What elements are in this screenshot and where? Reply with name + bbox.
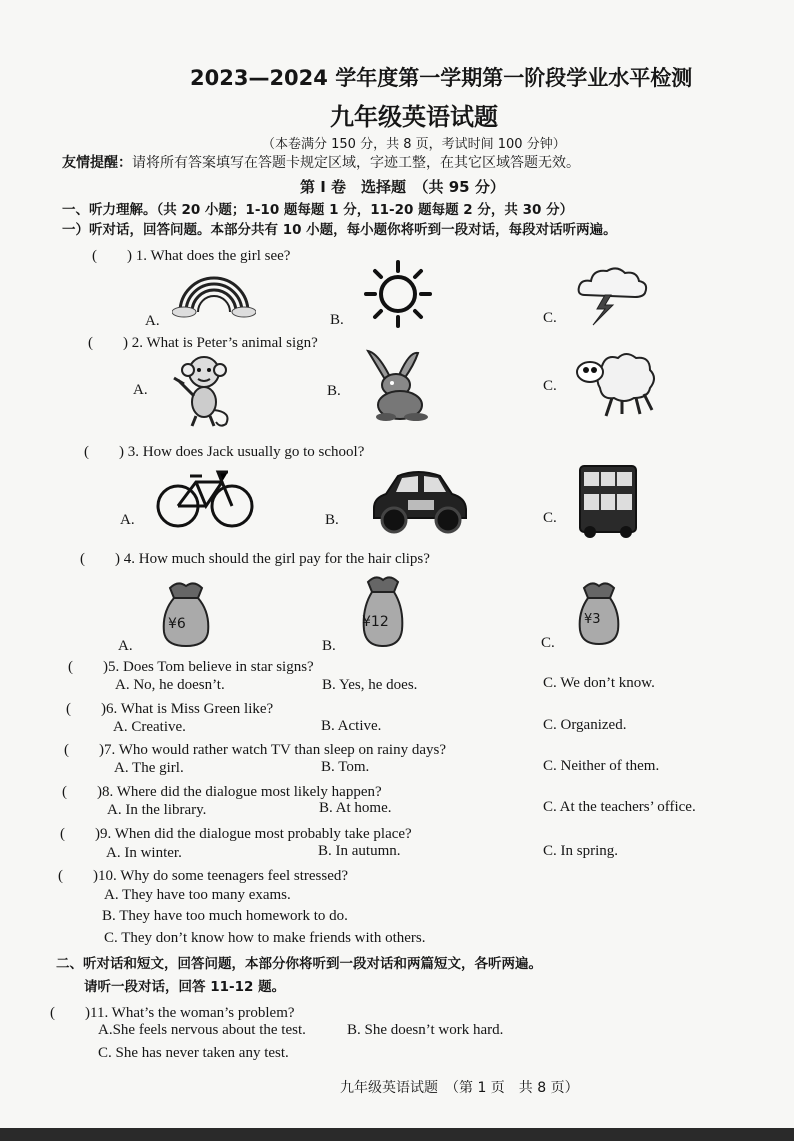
question-text: )5. Does Tom believe in star signs? [103,659,314,675]
option-label[interactable]: A. [120,512,135,528]
question-text: 4. How much should the girl pay for the hair clips? [123,551,430,567]
money-bag-icon [576,580,622,648]
question-text: )6. What is Miss Green like? [101,701,274,717]
option-a[interactable]: A. No, he doesn’t. [115,677,225,693]
option-c[interactable]: C. We don’t know. [543,675,655,691]
answer-paren[interactable]: ( [62,784,97,800]
question-7 [64,738,446,759]
question-8 [62,780,382,801]
question-10 [58,864,348,885]
question-text: 1. What does the girl see? [135,248,291,264]
money-bag-icon [158,580,214,650]
question-2 [88,331,318,352]
bag-price-label: ¥6 [168,616,186,632]
option-label[interactable]: B. [330,312,344,328]
option-c[interactable]: C. They don’t know how to make friends with others. [104,930,426,946]
option-b[interactable]: B. In autumn. [318,843,401,859]
option-label[interactable]: C. [543,510,557,526]
option-label[interactable]: C. [543,310,557,326]
bicycle-icon [156,466,254,530]
part1-heading: 第 I 卷 选择题 （共 95 分） [300,178,505,196]
option-a[interactable]: A.She feels nervous about the test. [98,1022,306,1038]
option-label[interactable]: B. [327,383,341,399]
rainbow-icon [172,272,256,318]
option-c[interactable]: C. In spring. [543,843,618,859]
question-4 [80,547,430,568]
question-text: )8. Where did the dialogue most likely happen? [97,784,382,800]
option-label[interactable]: A. [118,638,133,654]
exam-info: （本卷满分 150 分，共 8 页，考试时间 100 分钟） [262,137,566,152]
option-label[interactable]: C. [541,635,555,651]
question-9 [60,822,412,843]
rabbit-icon [360,347,440,423]
reminder-label: 友情提醒： [62,155,132,171]
question-text: )7. Who would rather watch TV than sleep on rainy days? [99,742,446,758]
question-11 [50,1001,295,1022]
option-a[interactable]: A. In winter. [106,845,182,861]
option-a[interactable]: A. They have too many exams. [104,887,291,903]
question-text: )10. Why do some teenagers feel stressed? [93,868,349,884]
option-b[interactable]: B. They have too much homework to do. [102,908,348,924]
answer-paren[interactable]: ( ) [80,551,120,567]
question-1 [92,244,290,265]
scan-edge [0,1128,794,1141]
question-text: )11. What’s the woman’s problem? [85,1005,295,1021]
section2-heading: 二、听对话和短文，回答问题，本部分你将听到一段对话和两篇短文，各听两遍。 [56,956,542,972]
question-text: )9. When did the dialogue most probably take place? [95,826,412,842]
option-c[interactable]: C. She has never taken any test. [98,1045,289,1061]
exam-title: 2023—2024 学年度第一学期第一阶段学业水平检测 [190,66,693,90]
section1-heading: 一、听力理解。（共 20 小题；1-10 题每题 1 分，11-20 题每题 2 分，共 30 分） [62,202,574,218]
bag-price-label: ¥12 [362,614,389,630]
answer-paren[interactable]: ( ) [84,444,124,460]
option-c[interactable]: C. Organized. [543,717,627,733]
answer-paren[interactable]: ( ) [88,335,128,351]
question-text: 3. How does Jack usually go to school? [127,444,365,460]
option-label[interactable]: A. [133,382,148,398]
option-label[interactable]: B. [325,512,339,528]
option-label[interactable]: A. [145,313,160,329]
question-5 [68,655,314,676]
option-label[interactable]: C. [543,378,557,394]
answer-paren[interactable]: ( [66,701,101,717]
answer-paren[interactable]: ( [50,1005,85,1021]
option-b[interactable]: B. She doesn’t work hard. [347,1022,504,1038]
answer-paren[interactable]: ( [64,742,99,758]
question-6 [66,697,273,718]
section1-sub: 一）听对话，回答问题。本部分共有 10 小题，每小题你将听到一段对话，每段对话听两遍。 [62,222,617,238]
money-bag-icon [358,574,408,650]
option-b[interactable]: B. Yes, he does. [322,677,418,693]
bus-icon [576,462,640,540]
section2-sub: 请听一段对话，回答 11-12 题。 [84,979,286,995]
answer-paren[interactable]: ( [68,659,103,675]
reminder [62,152,580,172]
option-a[interactable]: A. The girl. [114,760,184,776]
sun-icon [362,258,434,330]
page-footer: 九年级英语试题 （第 1 页 共 8 页） [340,1080,579,1096]
reminder-text: 请将所有答案填写在答题卡规定区域，字迹工整，在其它区域答题无效。 [132,155,580,171]
question-text: 2. What is Peter’s animal sign? [131,335,318,351]
answer-paren[interactable]: ( [60,826,95,842]
sheep-icon [572,348,658,418]
option-c[interactable]: C. At the teachers’ office. [543,799,696,815]
thunderstorm-icon [575,265,650,327]
exam-subtitle: 九年级英语试题 [330,103,498,131]
option-a[interactable]: A. Creative. [113,719,186,735]
option-c[interactable]: C. Neither of them. [543,758,660,774]
option-b[interactable]: B. Active. [321,718,382,734]
monkey-icon [160,350,240,430]
answer-paren[interactable]: ( ) [92,248,132,264]
option-b[interactable]: B. Tom. [321,759,370,775]
car-icon [368,464,472,538]
question-3 [84,440,364,461]
answer-paren[interactable]: ( [58,868,93,884]
bag-price-label: ¥3 [584,612,601,627]
option-b[interactable]: B. At home. [319,800,392,816]
option-label[interactable]: B. [322,638,336,654]
option-a[interactable]: A. In the library. [107,802,207,818]
